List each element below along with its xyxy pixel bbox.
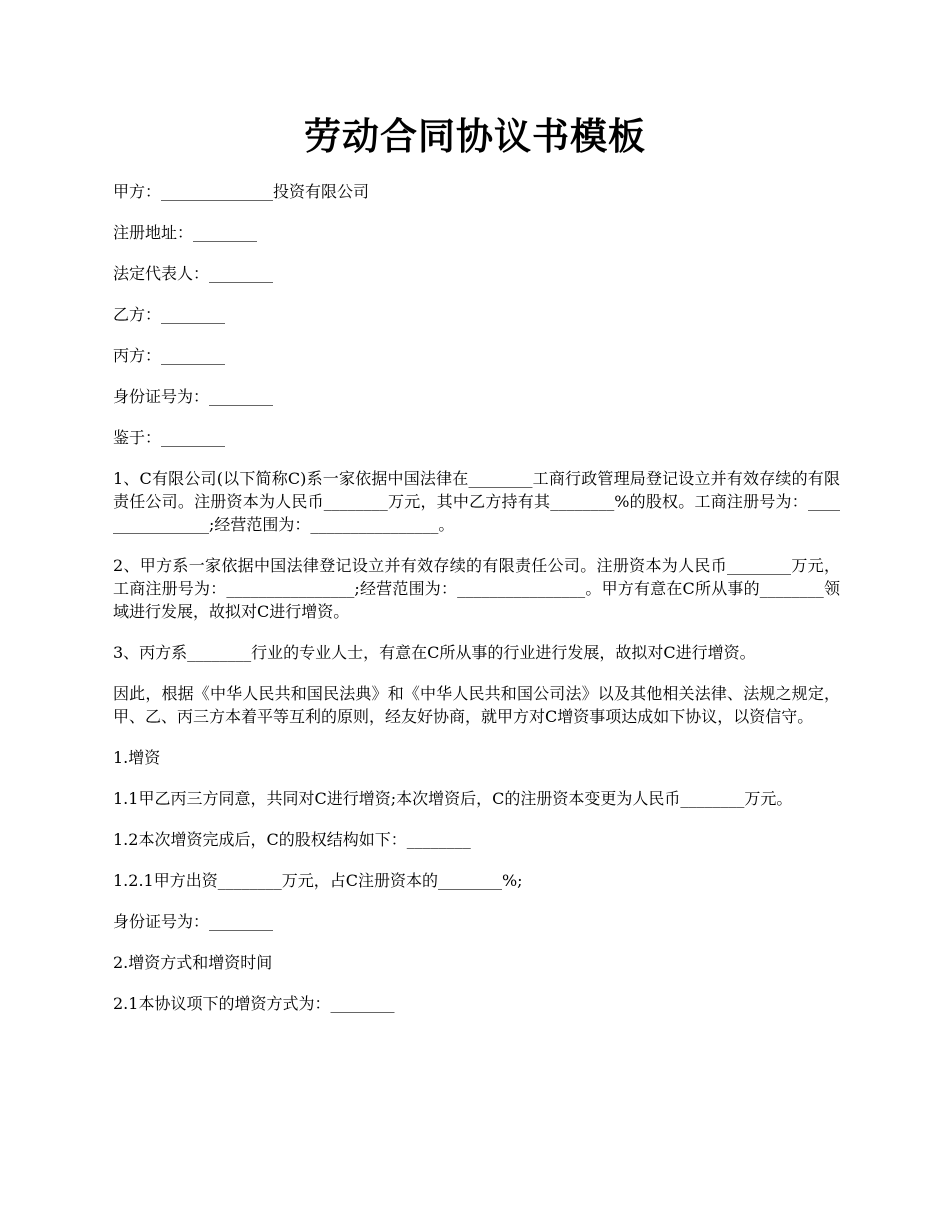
recital-2: 2、甲方系一家依据中国法律登记设立并有效存续的有限责任公司。注册资本为人民币________万元，工商注册号为：________________;经营范围为：________________。甲方有意在C所从事的________领域进行发展，故拟对C进行增资。 [113, 556, 840, 621]
clause-1-2-1: 1.2.1甲方出资________万元，占C注册资本的________%; [113, 871, 523, 890]
party-a-line: 甲方：______________投资有限公司 [113, 182, 370, 201]
agreement-preamble: 因此，根据《中华人民共和国民法典》和《中华人民共和国公司法》以及其他相关法律、法规之规定，甲、乙、丙三方本着平等互利的原则，经友好协商，就甲方对C增资事项达成如下协议，以资信守。 [113, 684, 840, 726]
clause-2-1: 2.1本协议项下的增资方式为：________ [113, 994, 395, 1013]
section-1-heading: 1.增资 [113, 748, 161, 767]
clause-1-1: 1.1甲乙丙三方同意，共同对C进行增资;本次增资后，C的注册资本变更为人民币________万元。 [113, 789, 793, 808]
document-body [113, 180, 840, 1033]
section-2-heading: 2.增资方式和增资时间 [113, 953, 273, 972]
legal-representative-line: 法定代表人：________ [113, 264, 274, 283]
party-c-line: 丙方：________ [113, 346, 226, 365]
id-number-line-2: 身份证号为：________ [113, 912, 274, 931]
recital-3: 3、丙方系________行业的专业人士，有意在C所从事的行业进行发展，故拟对C进行增资。 [113, 643, 756, 662]
whereas-line: 鉴于：________ [113, 428, 226, 447]
id-number-line: 身份证号为：________ [113, 387, 274, 406]
registered-address-line: 注册地址：________ [113, 223, 258, 242]
document-title: 劳动合同协议书模板 [304, 114, 646, 158]
recital-1: 1、C有限公司(以下简称C)系一家依据中国法律在________工商行政管理局登记设立并有效存续的有限责任公司。注册资本为人民币________万元，其中乙方持有其________%的股权。工商注册号为：________________;经营范围为：________________。 [113, 469, 840, 534]
party-b-line: 乙方：________ [113, 305, 226, 324]
clause-1-2: 1.2本次增资完成后，C的股权结构如下：________ [113, 830, 471, 849]
